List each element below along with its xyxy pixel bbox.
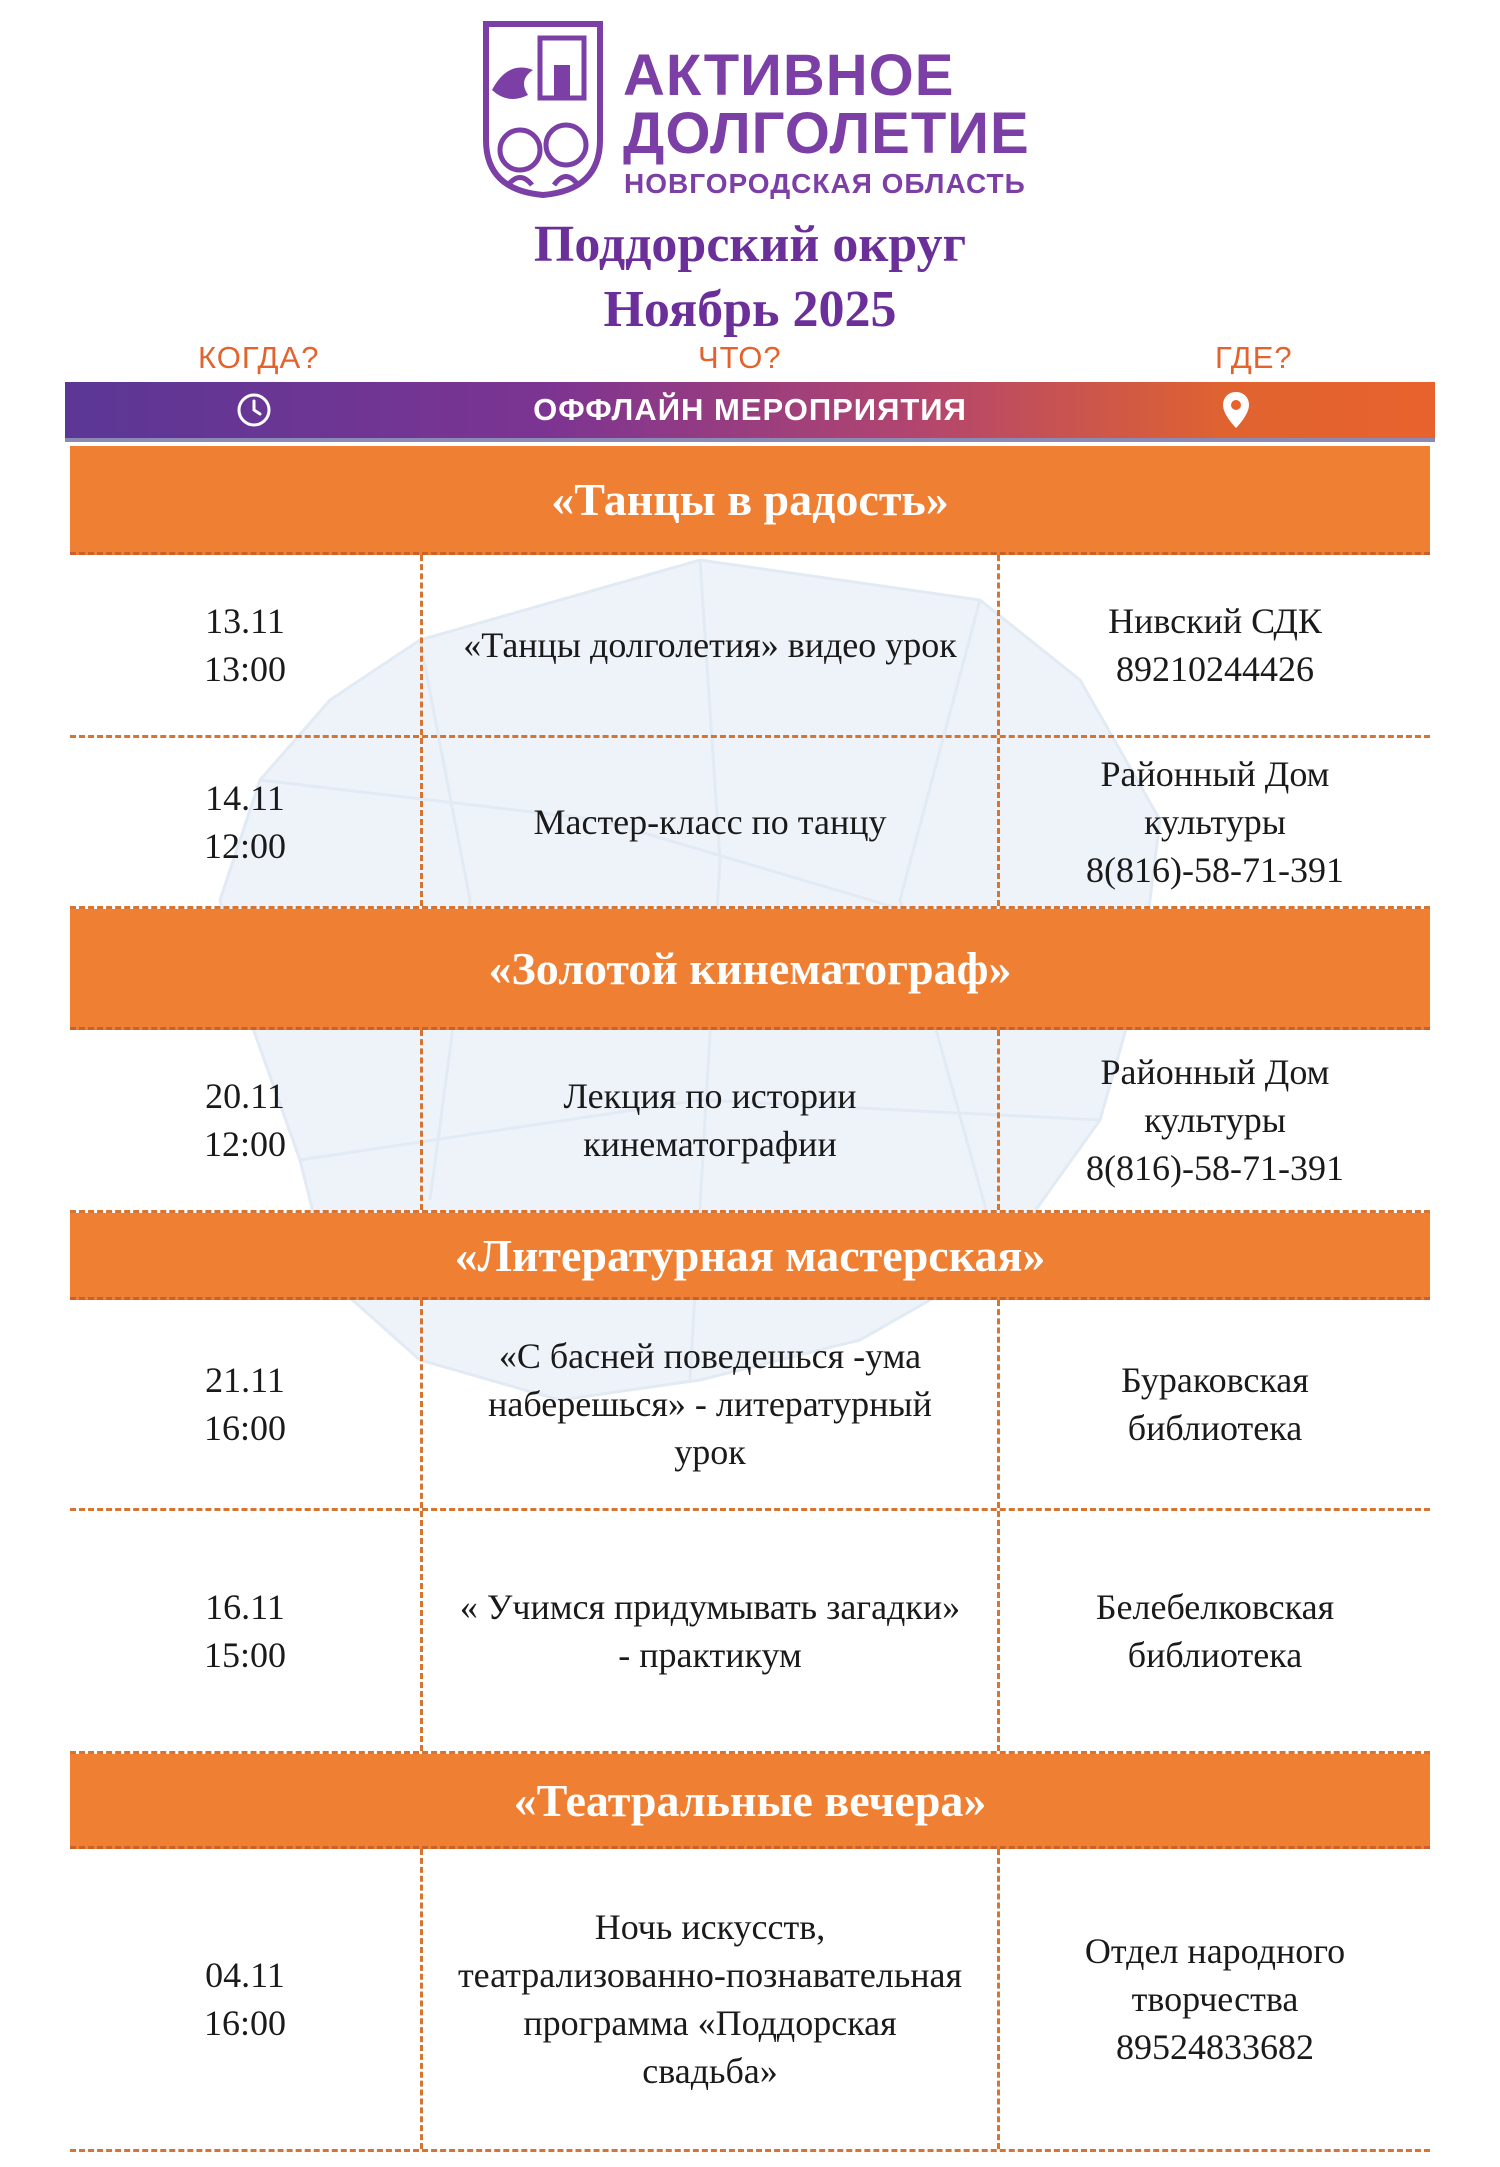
section-header: «Театральные вечера» (70, 1754, 1430, 1849)
event-description: « Учимся придумывать загадки» - практикум (420, 1511, 1000, 1751)
event-location: Районный Дом культуры 8(816)-58-71-391 (1086, 754, 1344, 890)
event-location: Нивский СДК 89210244426 (1108, 601, 1322, 689)
logo-text-region: НОВГОРОДСКАЯ ОБЛАСТЬ (624, 168, 1026, 199)
offline-events-label: ОФФЛАЙН МЕРОПРИЯТИЯ (533, 392, 967, 427)
event-date: 13.11 (205, 601, 285, 641)
event-description: Ночь искусств, театрализованно-познавательная программа «Поддорская свадьба» (420, 1849, 1000, 2149)
when-cell (70, 1030, 420, 1210)
event-date: 04.11 (205, 1955, 285, 1995)
offline-events-bar (65, 382, 1435, 442)
when-cell (70, 1511, 420, 1751)
section-header: «Литературная мастерская» (70, 1213, 1430, 1300)
table-row (70, 1849, 1430, 2152)
table-row (70, 1030, 1430, 1213)
table-row (70, 1300, 1430, 1511)
table-row (70, 1511, 1430, 1754)
event-location: Бураковская библиотека (1121, 1360, 1309, 1448)
schedule-table (70, 446, 1430, 2152)
event-time: 12:00 (203, 1124, 286, 1164)
event-location: Отдел народного творчества 89524833682 (1084, 1931, 1346, 2067)
event-description: «С басней поведешься -ума наберешься» - литературный урок (420, 1300, 1000, 1508)
page-title: Поддорский округ (533, 216, 967, 273)
when-cell (70, 1300, 420, 1508)
page-subtitle: Ноябрь 2025 (603, 281, 897, 338)
event-description: Мастер-класс по танцу (420, 738, 1000, 906)
section-header: «Танцы в радость» (70, 446, 1430, 555)
event-location: Белебелковская библиотека (1095, 1587, 1335, 1675)
event-time: 16:00 (203, 1408, 286, 1448)
event-description: Лекция по истории кинематографии (420, 1030, 1000, 1210)
when-cell (70, 1849, 420, 2149)
column-when-label: КОГДА? (198, 340, 320, 375)
event-location: Районный Дом культуры 8(816)-58-71-391 (1086, 1052, 1344, 1188)
logo-text-line1: АКТИВНОЕ (623, 43, 955, 108)
table-row (70, 555, 1430, 738)
location-pin-icon (1220, 390, 1252, 430)
logo-text-line2: ДОЛГОЛЕТИЕ (623, 101, 1030, 166)
event-time: 16:00 (203, 2003, 286, 2043)
event-date: 20.11 (205, 1076, 285, 1116)
event-date: 14.11 (205, 778, 285, 818)
logo-emblem-icon (478, 20, 608, 198)
event-time: 13:00 (203, 649, 286, 689)
table-row (70, 738, 1430, 909)
event-date: 21.11 (205, 1360, 285, 1400)
section-header: «Золотой кинематограф» (70, 909, 1430, 1030)
when-cell (70, 738, 420, 906)
column-where-label: ГДЕ? (1215, 340, 1293, 375)
logo (478, 20, 1038, 200)
event-date: 16.11 (205, 1587, 285, 1627)
event-time: 15:00 (203, 1635, 286, 1675)
event-description: «Танцы долголетия» видео урок (420, 555, 1000, 735)
column-what-label: ЧТО? (698, 340, 782, 375)
when-cell (70, 555, 420, 735)
event-time: 12:00 (203, 826, 286, 866)
